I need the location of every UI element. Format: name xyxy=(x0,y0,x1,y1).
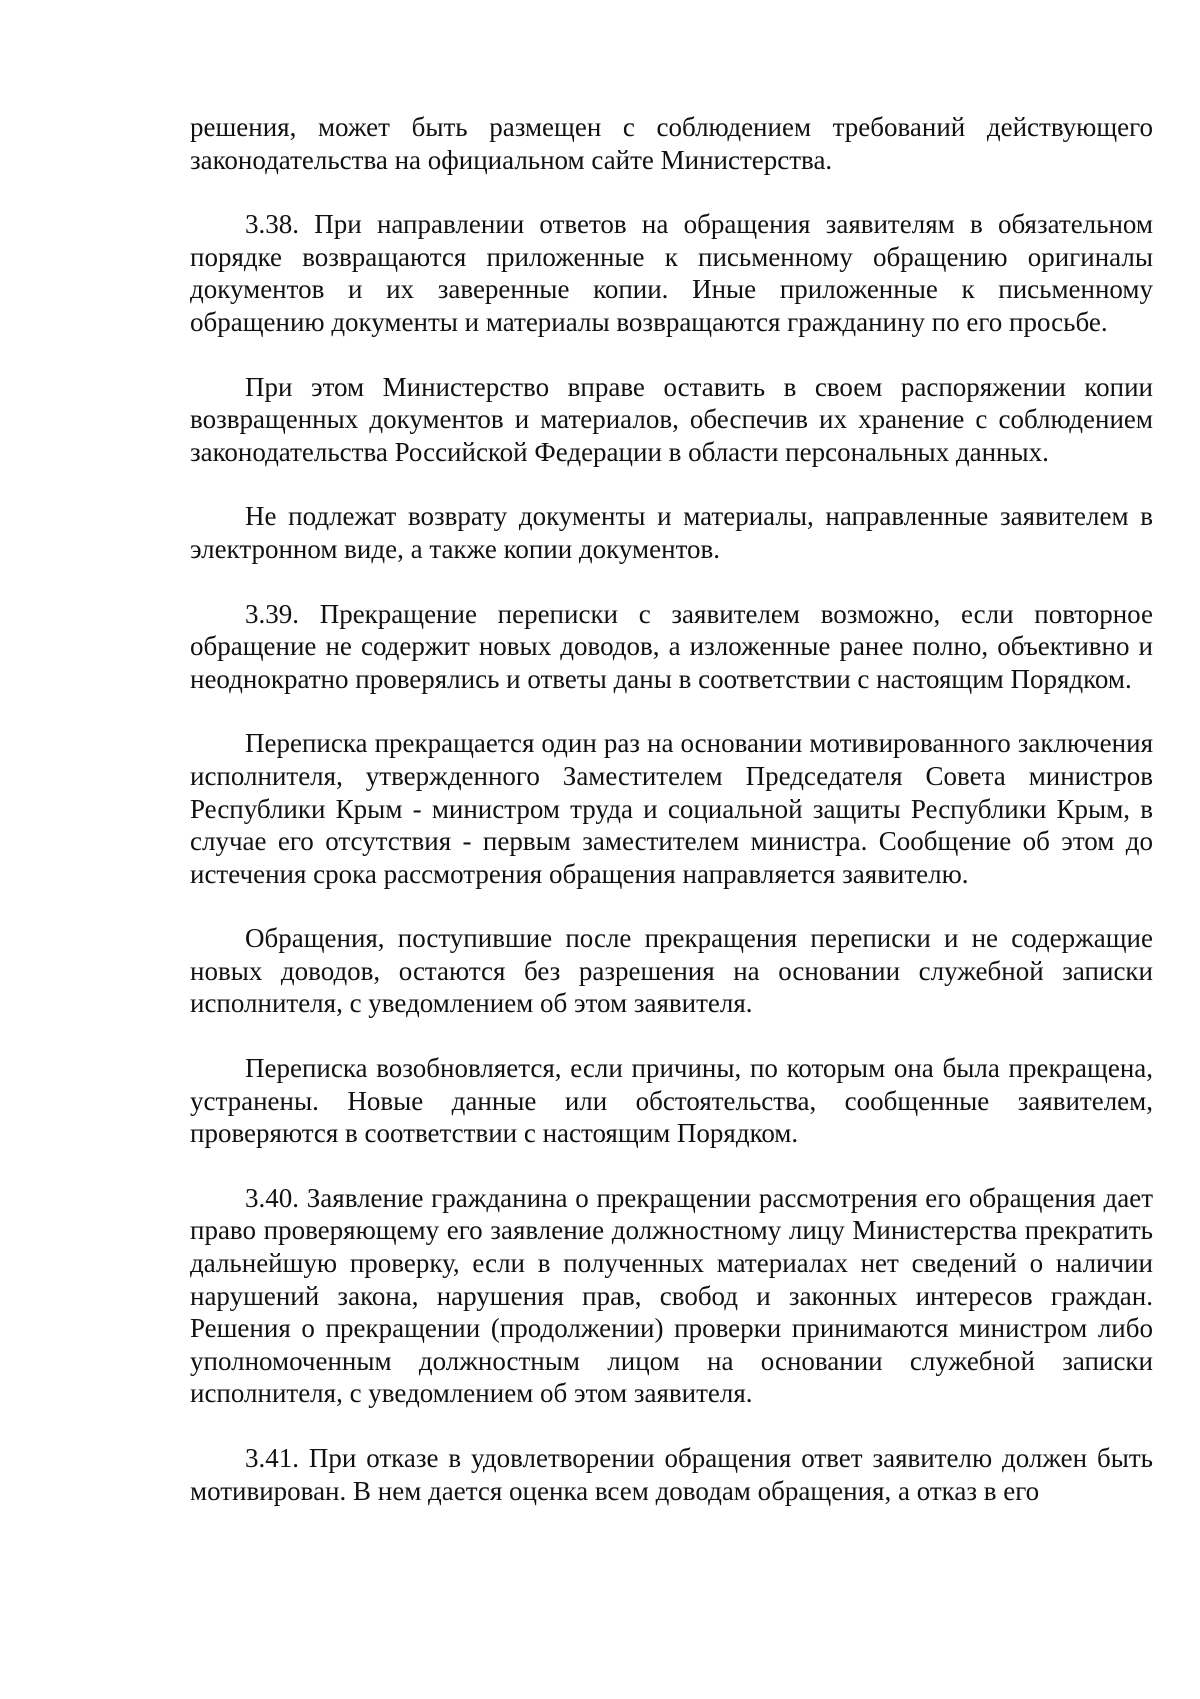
paragraph-3-38: 3.38. При направлении ответов на обращения заявителям в обязательном порядке возвращаются приложенные к письменному обращению оригиналы документов и их заверенные копии. Иные приложенные к письменному обращению документы и материалы возвращаются гражданину по его просьбе. xyxy=(190,209,1153,337)
document-page xyxy=(190,111,1153,1507)
paragraph-no-return: Не подлежат возврату документы и материалы, направленные заявителем в электронном виде, а также копии документов. xyxy=(190,501,1153,564)
paragraph-3-39: 3.39. Прекращение переписки с заявителем возможно, если повторное обращение не содержит новых доводов, а изложенные ранее полно, объективно и неоднократно проверялись и ответы даны в соответствии с настоящим Порядком. xyxy=(190,598,1153,694)
paragraph-continuation: решения, может быть размещен с соблюдением требований действующего законодательства на официальном сайте Министерства. xyxy=(190,112,1153,175)
paragraph-appeals-after-stop: Обращения, поступившие после прекращения переписки и не содержащие новых доводов, остаются без разрешения на основании служебной записки исполнителя, с уведомлением об этом заявителя. xyxy=(190,923,1153,1019)
paragraph-3-40: 3.40. Заявление гражданина о прекращении рассмотрения его обращения дает право проверяющему его заявление должностному лицу Министерства прекратить дальнейшую проверку, если в полученных материалах нет сведений о наличии нарушений закона, нарушения прав, свобод и законных интересов граждан. Решения о прекращении (продолжении) проверки принимаются министром либо уполномоченным должностным лицом на основании служебной записки исполнителя, с уведомлением об этом заявителя. xyxy=(190,1182,1153,1409)
paragraph-correspondence-stop: Переписка прекращается один раз на основании мотивированного заключения исполнителя, утвержденного Заместителем Председателя Совета министров Республики Крым - министром труда и социальной защиты Республики Крым, в случае его отсутствия - первым заместителем министра. Сообщение об этом до истечения срока рассмотрения обращения направляется заявителю. xyxy=(190,728,1153,889)
paragraph-ministry-rights: При этом Министерство вправе оставить в своем распоряжении копии возвращенных документов и материалов, обеспечив их хранение с соблюдением законодательства Российской Федерации в области персональных данных. xyxy=(190,371,1153,467)
paragraph-correspondence-resume: Переписка возобновляется, если причины, по которым она была прекращена, устранены. Новые данные или обстоятельства, сообщенные заявителем, проверяются в соответствии с настоящим Порядком. xyxy=(190,1053,1153,1149)
paragraph-3-41: 3.41. При отказе в удовлетворении обращения ответ заявителю должен быть мотивирован. В нем дается оценка всем доводам обращения, а отказ в его xyxy=(190,1443,1153,1506)
